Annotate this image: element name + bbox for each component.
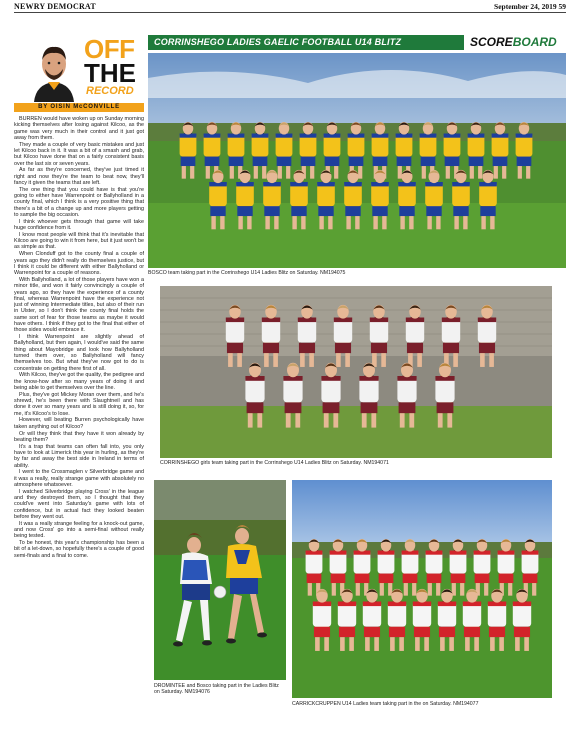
column-title-off: OFF [84,34,135,64]
photo-carrickcruppen-team [292,480,552,698]
article-paragraph: I know most people will think that it's inevitable that Kilcoo are going to win it from here, but it just won't be as simple as that. [14,231,144,251]
byline: BY OISIN McCONVILLE [38,104,120,110]
caption-dromintee-bosco: DROMINTEE and Bosco taking part in the Ladies Blitz on Saturday. NM194076 [154,683,279,696]
caption-bosco-team: BOSCO team taking part in the Corrinshego U14 Ladies Blitz on Saturday. NM194075 [148,270,346,276]
photo-dromintee-bosco-action [154,480,286,680]
column-title-record: RECORD [86,85,134,97]
article-paragraph: With Kilcoo, they've got the quality, the pedigree and the know-how after so many years of doing it and being able to get themselves over the line. [14,372,144,391]
article-paragraph: When Clonduff got to the county final a couple of years ago they didn't really do themselves justice, but I think it could be different with either Ballyholland or Warrenpoint for a couple of reasons. [14,251,144,277]
article-paragraph: I went to the Crossmaglen v Silverbridge game and it was a really, really strange game with absolutely no atmosphere whatsoever. [14,469,144,488]
photo-bosco-team [148,53,566,268]
date-page-number: September 24, 2019 59 [494,2,566,11]
article-paragraph: However, will beating Burren psychologically have taken anything out of Kilcoo? [14,417,144,430]
article-paragraph: I think Warrenpoint are slightly ahead of Ballyholland, but then again, I would've said the same thing about Mayobridge and look how Ballyholland turned them over, so Ballyholland will fancy themselves too. But what they've now got to do is concentrate on getting there first of all. [14,334,144,372]
publication-name: NEWRY DEMOCRAT [14,2,96,11]
article-body [14,116,144,728]
caption-corrinshego-team: CORRINSHEGO girls team taking part in the Corrinshego U14 Ladies Blitz on Saturday. NM194071 [160,460,389,466]
caption-carrickcruppen-team: CARRICKCRUPPEN U14 Ladies team taking part in the on Saturday. NM194077 [292,701,479,707]
article-paragraph: Plus, they've got Mickey Moran over them, and he's shrewd, he's been there with Slaughtneil and has done it over so many years and is still doing it, so, for me, it's Kilcoo's to lose. [14,391,144,417]
columnist-avatar [28,38,80,102]
scoreboard-score: SCORE [470,35,513,49]
article-paragraph: It was a really strange feeling for a knock-out game, and now Cross' go into a semi-final without really being tested. [14,520,144,540]
scoreboard-board: BOARD [512,35,557,49]
scoreboard-logo [470,34,566,51]
article-paragraph: I watched Silverbridge playing Cross' in the league and they destroyed them, so I thought that they could've went into Saturday's game with lots of confidence, but in actual fact they looked beaten before they went out. [14,488,144,520]
article-paragraph: As far as they're concerned, they've just timed it right and now they're the team to beat now, they'll fancy it given the teams that are left. [14,167,144,186]
article-paragraph: The one thing that you could have is that you're going to either have Warrenpoint or Ballyholland in a county final, which I think is a very positive thing that there's a bit of a change up and more players getting to sample the big occasion. [14,186,144,218]
article-paragraph: With Ballyholland, a lot of those players have won a minor title, and won it fairly convincingly a couple of years ago, so they have the experience of a county final, whereas Warrenpoint have the experience not just of winning Intermediate titles, but also of their run in Ulster, so I don't think the county final holds the same sort of fear for those teams as maybe it would have others. I think if they got to the final that either of those sides would embrace it. [14,276,144,334]
photo-corrinshego-team [160,286,552,458]
article-paragraph: BURREN would have woken up on Sunday morning kicking themselves after losing against Kilcoo, as the game was very much in their control and it just got away from them. [14,116,144,141]
column-title-the: THE [84,58,136,88]
article-paragraph: It's a trap that teams can often fall into, you only have to look at Limerick this year in hurling, as they're by far and away the best side in Ireland in terms of ability. [14,443,144,469]
article-paragraph: Or will they think that they have it won already by beating them? [14,430,144,443]
article-paragraph: To be honest, this year's championship has been a bit of a let-down, so hopefully there's a couple of good semi-finals and a final to come. [14,540,144,559]
header-rule [14,12,566,13]
section-banner: CORRINSHEGO LADIES GAELIC FOOTBALL U14 BLITZ [148,35,464,50]
article-paragraph: I think whoever gets through that game will take huge confidence from it. [14,218,144,232]
article-paragraph: They made a couple of very basic mistakes and just let Kilcoo back in it. It was a bit of a smash and grab, but Kilcoo have done that on a fairly consistent basis over the last six or seven years. [14,141,144,167]
